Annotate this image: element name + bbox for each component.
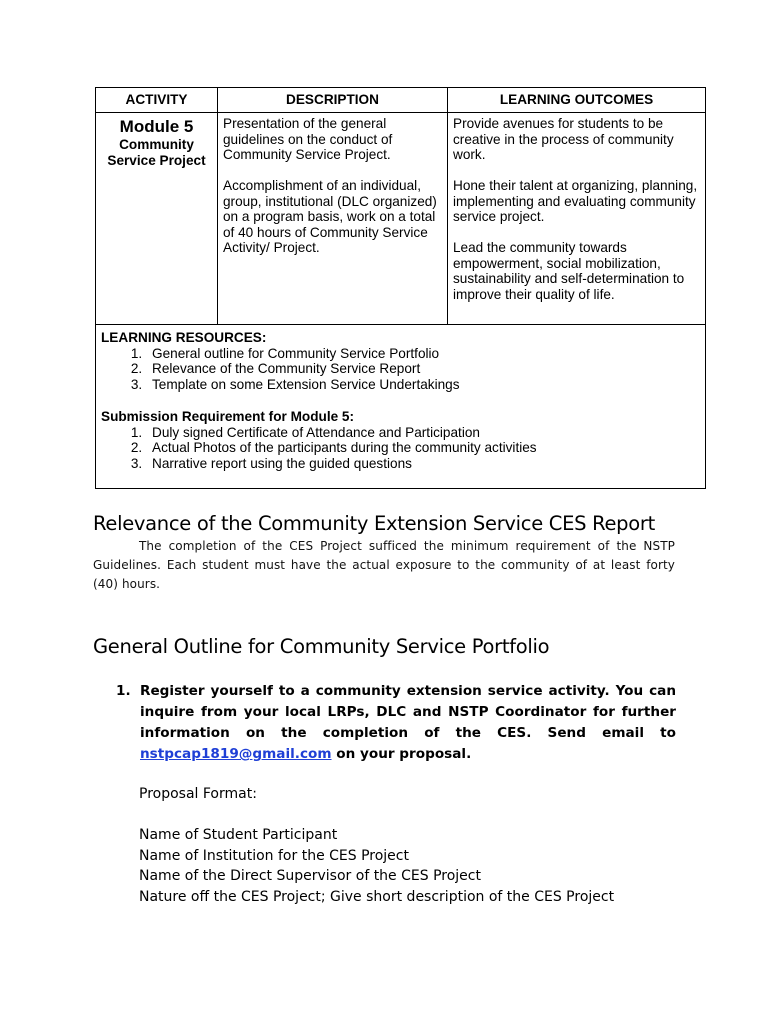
header-learning-outcomes: LEARNING OUTCOMES <box>448 88 706 113</box>
table-header-row <box>96 88 706 113</box>
proposal-field: Name of the Direct Supervisor of the CES Project <box>139 868 481 884</box>
list-item: 1. Duly signed Certificate of Attendance and Participation <box>146 425 700 441</box>
proposal-field: Nature off the CES Project; Give short description of the CES Project <box>139 888 615 905</box>
outcome-paragraph: Lead the community towards empowerment, social mobilization, sustainability and self-determination to improve their quality of life. <box>453 240 685 302</box>
submission-list <box>101 425 700 472</box>
proposal-field: Name of Student Participant <box>139 827 338 843</box>
resources-list <box>101 346 700 393</box>
item-suffix: on your proposal. <box>331 746 472 762</box>
proposal-field: Name of Institution for the CES Project <box>139 847 409 864</box>
activity-cell <box>96 113 218 325</box>
proposal-fields <box>139 825 679 907</box>
module-title: Module 5 <box>119 117 194 136</box>
description-cell <box>218 113 448 325</box>
proposal-label: Proposal Format: <box>139 786 257 802</box>
outline-heading: General Outline for Community Service Portfolio <box>93 635 550 658</box>
item-number: 1. <box>116 683 131 699</box>
description-paragraph: Presentation of the general guidelines on the conduct of Community Service Project. <box>223 116 393 162</box>
list-item: 3. Narrative report using the guided questions <box>146 456 700 472</box>
submission-heading: Submission Requirement for Module 5: <box>101 409 355 424</box>
relevance-heading: Relevance of the Community Extension Service CES Report <box>93 512 655 535</box>
outline-item-1 <box>116 681 676 765</box>
table-row <box>96 113 706 325</box>
proposal-format <box>139 784 679 805</box>
table-row <box>96 325 706 489</box>
list-item: 2. Relevance of the Community Service Report <box>146 361 700 377</box>
description-paragraph: Accomplishment of an individual, group, institutional (DLC organized) on a program basis, work on a total of 40 hours of Community Service Activity/ Project. <box>223 178 437 255</box>
resources-cell <box>96 325 706 489</box>
header-activity: ACTIVITY <box>96 88 218 113</box>
email-link[interactable]: nstpcap1819@gmail.com <box>140 746 332 762</box>
outcomes-cell <box>448 113 706 325</box>
header-description: DESCRIPTION <box>218 88 448 113</box>
module-table <box>95 87 706 489</box>
relevance-body: The completion of the CES Project sufficed the minimum requirement of the NSTP Guidelines. Each student must have the actual exposure to the community of at least forty (40) hours. <box>93 539 675 591</box>
outcome-paragraph: Hone their talent at organizing, planning, implementing and evaluating community service project. <box>453 178 698 224</box>
module-subtitle: Community Service Project <box>107 137 206 168</box>
outcome-paragraph: Provide avenues for students to be creative in the process of community work. <box>453 116 674 162</box>
list-item: 1. General outline for Community Service Portfolio <box>146 346 700 362</box>
list-item: 2. Actual Photos of the participants during the community activities <box>146 440 700 456</box>
list-item: 3. Template on some Extension Service Undertakings <box>146 377 700 393</box>
resources-heading: LEARNING RESOURCES: <box>101 330 267 345</box>
item-text: Register yourself to a community extension service activity. You can inquire from your local LRPs, DLC and NSTP Coordinator for further information on the completion of the CES. Send email to <box>140 683 676 741</box>
